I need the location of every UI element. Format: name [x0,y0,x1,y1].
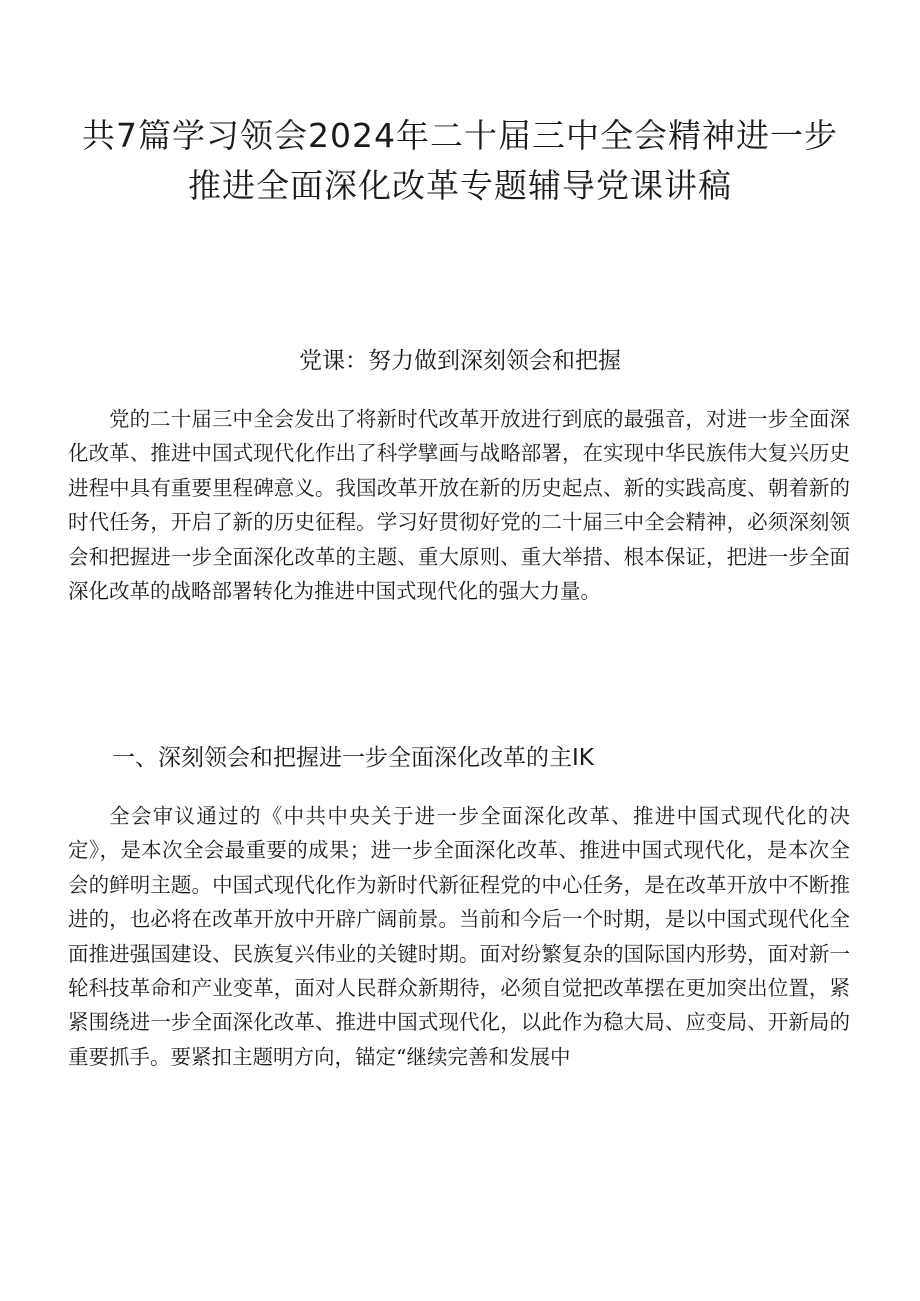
body-paragraph-2: 全会审议通过的《中共中央关于进一步全面深化改革、推进中国式现代化的决定》，是本次全会最重要的成果；进一步全面深化改革、推进中国式现代化，是本次全会的鲜明主题。中国式现代化作为新时代新征程党的中心任务，是在改革开放中不断推进的，也必将在改革开放中开辟广阔前景。当前和今后一个时期，是以中国式现代化全面推进强国建设、民族复兴伟业的关键时期。面对纷繁复杂的国际国内形势，面对新一轮科技革命和产业变革，面对人民群众新期待，必须自觉把改革摆在更加突出位置，紧紧围绕进一步全面深化改革、推进中国式现代化，以此作为稳大局、应变局、开新局的重要抓手。要紧扣主题明方向，锚定“继续完善和发展中 [68,804,850,1069]
lesson-title: 党课：努力做到深刻领会和把握 [299,348,621,374]
section-heading-1: 一、深刻领会和把握进一步全面深化改革的主IK [112,745,594,771]
body-paragraph-1: 党的二十届三中全会发出了将新时代改革开放进行到底的最强音，对进一步全面深化改革、推进中国式现代化作出了科学擘画与战略部署，在实现中华民族伟大复兴历史进程中具有重要里程碑意义。我国改革开放在新的历史起点、新的实践高度、朝着新的时代任务，开启了新的历史征程。学习好贯彻好党的二十届三中全会精神，必须深刻领会和把握进一步全面深化改革的主题、重大原则、重大举措、根本保证，把进一步全面深化改革的战略部署转化为推进中国式现代化的强大力量。 [68,407,850,604]
document-title-line-1: 共7篇学习领会2024年二十届三中全会精神进一步 [82,116,838,155]
document-title-line-2: 推进全面深化改革专题辅导党课讲稿 [188,166,732,205]
